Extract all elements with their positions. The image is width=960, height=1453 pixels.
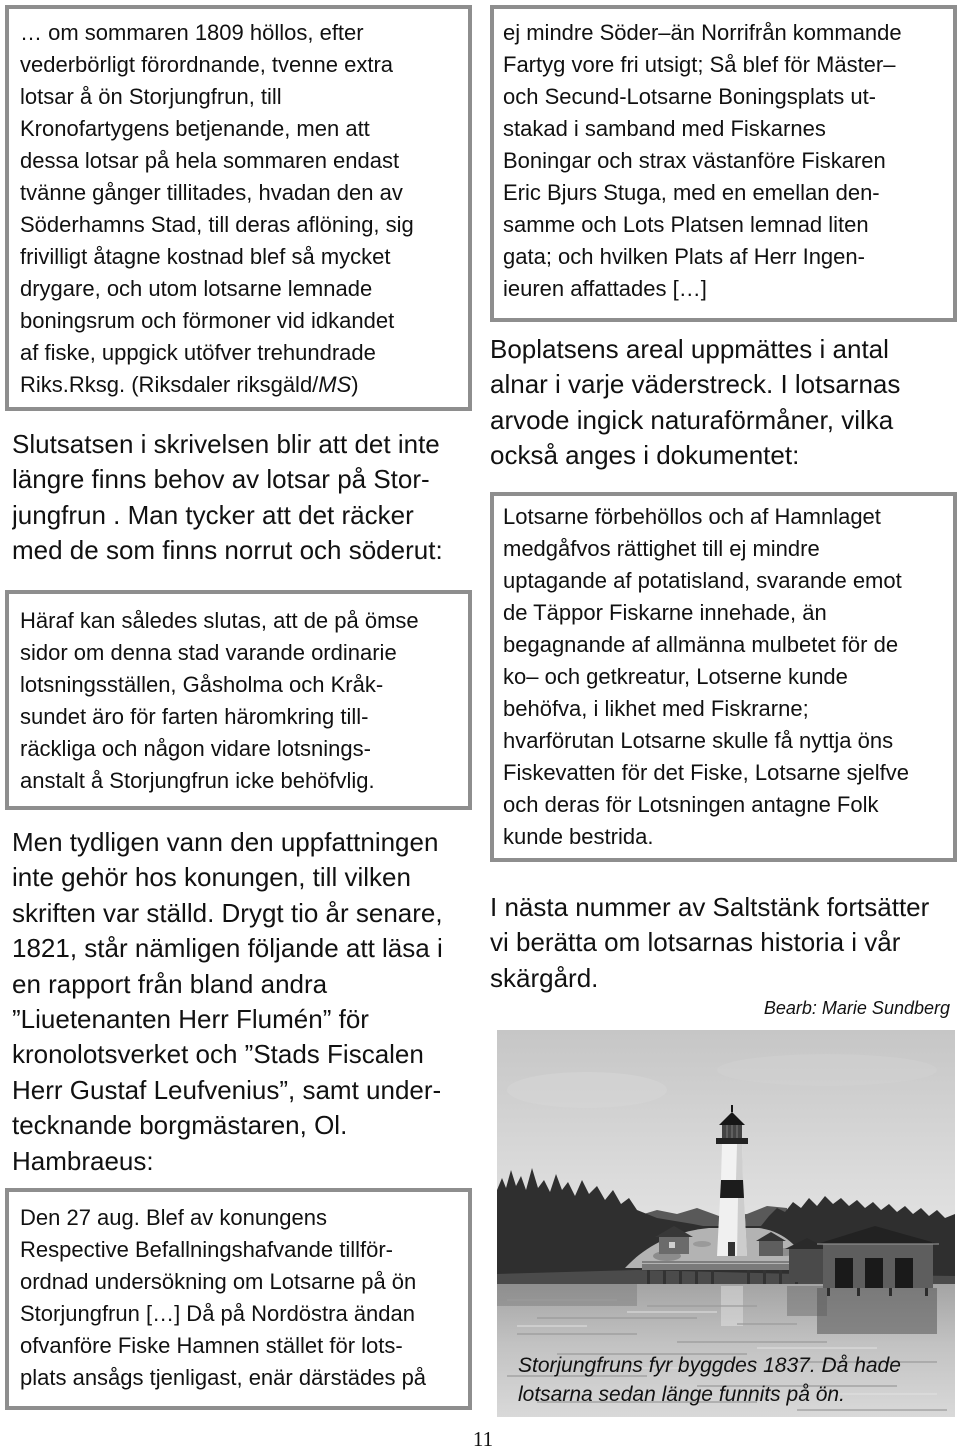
quote-line: hvarförutan Lotsarne skulle få nyttja öns xyxy=(503,728,894,753)
quote-line: sundet äro för farten häromkring till- xyxy=(20,704,369,729)
caption-line: Storjungfruns fyr byggdes 1837. Då hade xyxy=(518,1354,901,1377)
quote-line: lotsningsställen, Gåsholma och Kråk- xyxy=(20,672,384,697)
quote-line: Söderhamns Stad, till deras aflöning, sig xyxy=(20,212,414,237)
caption-line: lotsarna sedan länge funnits på ön. xyxy=(518,1383,845,1406)
quote-box-3 xyxy=(5,1188,472,1410)
quote-line: de Täppor Fiskarne innehade, än xyxy=(503,600,827,625)
paragraph-line: längre finns behov av lotsar på Stor- xyxy=(12,464,430,495)
quote-line: ko– och getkreatur, Lotserne kunde xyxy=(503,664,848,689)
closing-parenthesis: ) xyxy=(351,372,359,397)
body-paragraph-2 xyxy=(12,825,472,1179)
paragraph-line: en rapport från bland andra xyxy=(12,968,328,999)
paragraph-line: I nästa nummer av Saltstänk fortsätter xyxy=(490,892,930,922)
quote-line: ordnad undersökning om Lotsarne på ön xyxy=(20,1269,417,1294)
paragraph-line: Slutsatsen i skrivelsen blir att det inte xyxy=(12,429,440,459)
quote-line: ej mindre Söder–än Norrifrån kommande xyxy=(503,20,902,45)
quote-line: Fiskevatten för det Fiske, Lotsarne sjelfve xyxy=(503,760,909,785)
paragraph-line: också anges i dokumentet: xyxy=(490,440,800,471)
quote-line: plats ansågs tjenligast, enär därstädes på xyxy=(20,1365,427,1390)
quote-line: Respective Befallningshafvande tillför- xyxy=(20,1237,393,1262)
quote-line-text: Riks.Rksg. (Riksdaler riksgäld/ xyxy=(20,372,319,397)
quote-line: vederbörligt förordnande, tvenne extra xyxy=(20,52,394,77)
quote-line: sidor om denna stad varande ordinarie xyxy=(20,640,397,665)
quote-line: tvänne gånger tillitades, hvadan den av xyxy=(20,180,403,205)
quote-line: dessa lotsar på hela sommaren endast xyxy=(20,148,400,173)
paragraph-line: vi berätta om lotsarnas historia i vår xyxy=(490,927,901,958)
quote-line: uptagande af potatisland, svarande emot xyxy=(503,568,902,593)
quote-line: … om sommaren 1809 höllos, efter xyxy=(20,20,364,45)
paragraph-line: med de som finns norrut och söderut: xyxy=(12,535,443,566)
quote-line: Kronofartygens betjenande, men att xyxy=(20,116,370,141)
lighthouse-photo xyxy=(497,1030,955,1417)
quote-line: och deras för Lotsningen antagne Folk xyxy=(503,792,879,817)
quote-box-5 xyxy=(490,492,957,862)
quote-line: ieuren affattades […] xyxy=(503,276,707,301)
body-paragraph-3 xyxy=(490,332,957,474)
quote-line: begagnande af allmänna mulbetet för de xyxy=(503,632,899,657)
author-initials: MS xyxy=(318,372,352,397)
quote-line: räckliga och någon vidare lotsnings- xyxy=(20,736,371,761)
quote-line: Den 27 aug. Blef av konungens xyxy=(20,1205,328,1230)
quote-box-2 xyxy=(5,590,472,810)
body-paragraph-1 xyxy=(12,427,472,569)
paragraph-line: arvode ingick naturaförmåner, vilka xyxy=(490,404,894,435)
paragraph-line: Herr Gustaf Leufvenius”, samt under- xyxy=(12,1074,442,1105)
quote-line: boningsrum och förmoner vid idkandet xyxy=(20,308,395,333)
quote-line: samme och Lots Platsen lemnad liten xyxy=(503,212,869,237)
quote-line: Lotsarne förbehöllos och af Hamnlaget xyxy=(503,504,881,529)
quote-line: och Secund-Lotsarne Boningsplats ut- xyxy=(503,84,877,109)
paragraph-line: tecknande borgmästaren, Ol. xyxy=(12,1110,348,1141)
paragraph-line: alnar i varje väderstreck. I lotsarnas xyxy=(490,369,901,400)
quote-line: behöfva, i likhet med Fiskrarne; xyxy=(503,696,809,721)
paragraph-line: 1821, står nämligen följande att läsa i xyxy=(12,933,443,964)
body-paragraph-4 xyxy=(490,890,957,996)
paragraph-line: skriften var ställd. Drygt tio år senare, xyxy=(12,897,443,928)
quote-line: frivilligt åtagne kostnad blef så mycket xyxy=(20,244,391,269)
quote-line: kunde bestrida. xyxy=(503,824,654,849)
paragraph-line: ”Liuetenanten Herr Flumén” för xyxy=(12,1003,369,1034)
quote-line: Häraf kan således slutas, att de på ömse xyxy=(20,608,419,633)
quote-line: Fartyg vore fri utsigt; Så blef för Mäster– xyxy=(503,52,896,77)
photo-caption xyxy=(518,1351,948,1409)
author-credit: Bearb: Marie Sundberg xyxy=(763,998,950,1018)
paragraph-line: skärgård. xyxy=(490,962,599,993)
quote-line-closing xyxy=(20,369,462,401)
page-number: 11 xyxy=(472,1427,494,1451)
paragraph-line: kronolotsverket och ”Stads Fiscalen xyxy=(12,1039,424,1070)
quote-line: Storjungfrun […] Då på Nordöstra ändan xyxy=(20,1301,416,1326)
quote-line: af fiske, uppgick utöfver trehundrade xyxy=(20,340,376,365)
paragraph-line: Men tydligen vann den uppfattningen xyxy=(12,827,439,857)
quote-line: gata; och hvilken Plats af Herr Ingen- xyxy=(503,244,865,269)
quote-line: drygare, och utom lotsarne lemnade xyxy=(20,276,373,301)
quote-line: anstalt å Storjungfrun icke behöfvlig. xyxy=(20,768,375,793)
quote-line: stakad i samband med Fiskarnes xyxy=(503,116,826,141)
quote-line: lotsar å ön Storjungfrun, till xyxy=(20,84,282,109)
quote-line: ofvanföre Fiske Hamnen stället för lots- xyxy=(20,1333,403,1358)
quote-line: Eric Bjurs Stuga, med en emellan den- xyxy=(503,180,880,205)
quote-line: Boningar och strax västanföre Fiskaren xyxy=(503,148,886,173)
quote-box-1 xyxy=(5,5,472,411)
paragraph-line: Hambraeus: xyxy=(12,1145,154,1176)
paragraph-line: jungfrun . Man tycker att det räcker xyxy=(12,499,414,530)
paragraph-line: Boplatsens areal uppmättes i antal xyxy=(490,334,889,364)
quote-line: medgåfvos rättighet till ej mindre xyxy=(503,536,820,561)
paragraph-line: inte gehör hos konungen, till vilken xyxy=(12,862,411,893)
quote-box-4 xyxy=(490,5,957,322)
